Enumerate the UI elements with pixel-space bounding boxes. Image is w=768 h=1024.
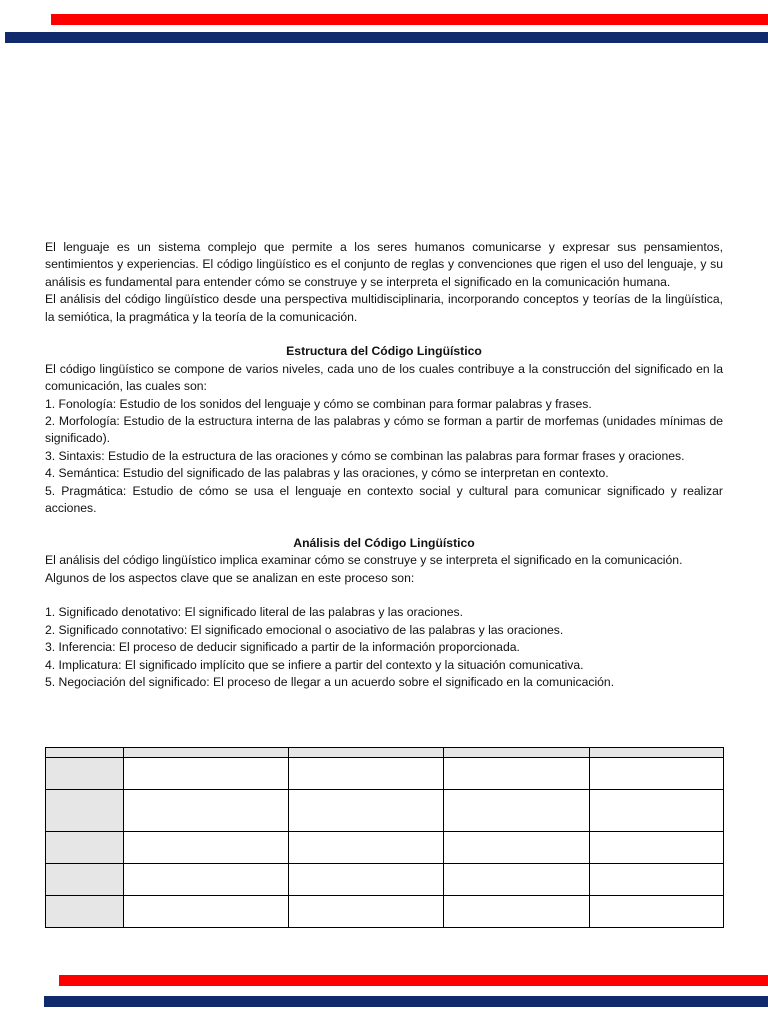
table-cell — [46, 832, 124, 864]
table-cell — [289, 864, 444, 896]
top-navy-stripe — [5, 32, 768, 43]
list-item: 3. Inferencia: El proceso de deducir significado a partir de la información proporcionada. — [45, 640, 520, 655]
empty-table — [45, 747, 724, 928]
bottom-red-stripe — [59, 975, 768, 986]
table-cell — [46, 748, 124, 758]
document-body — [45, 239, 723, 692]
table-row — [46, 758, 724, 790]
table-header-row — [46, 748, 724, 758]
table-cell — [124, 832, 289, 864]
table-cell — [444, 748, 590, 758]
list-item: 1. Fonología: Estudio de los sonidos del lenguaje y cómo se combinan para formar palabras y frases. — [45, 396, 592, 411]
table-cell — [289, 896, 444, 928]
section-intro-analysis: El análisis del código lingüístico implica examinar cómo se construye y se interpreta el significado en la comunicación. Algunos de los aspectos clave que se analizan en este proceso son: — [45, 553, 683, 585]
list-item: 2. Significado connotativo: El significado emocional o asociativo de las palabras y las oraciones. — [45, 622, 564, 637]
bottom-navy-stripe — [44, 996, 768, 1007]
table-cell — [289, 758, 444, 790]
table-cell — [590, 864, 724, 896]
table-cell — [590, 758, 724, 790]
table-row — [46, 864, 724, 896]
section-heading-analysis: Análisis del Código Lingüístico — [293, 535, 475, 550]
table-cell — [124, 790, 289, 832]
table-cell — [124, 896, 289, 928]
intro-paragraph-1: El lenguaje es un sistema complejo que permite a los seres humanos comunicarse y expresar sus pensamientos, sentimientos y experiencias. El código lingüístico es el conjunto de reglas y convenciones que rigen el uso del lenguaje, y su análisis es fundamental para entender cómo se construye y se interpreta el significado en la comunicación humana. — [45, 240, 723, 289]
table-row — [46, 832, 724, 864]
table-cell — [124, 758, 289, 790]
section-intro-structure: El código lingüístico se compone de varios niveles, cada uno de los cuales contribuye a la construcción del significado en la comunicación, las cuales son: — [45, 361, 723, 394]
table-cell — [46, 758, 124, 790]
list-item: 5. Negociación del significado: El proceso de llegar a un acuerdo sobre el significado en la comunicación. — [45, 675, 615, 690]
table-cell — [46, 790, 124, 832]
table-cell — [590, 896, 724, 928]
table-cell — [590, 748, 724, 758]
table-cell — [289, 832, 444, 864]
table-cell — [289, 748, 444, 758]
table-row — [46, 896, 724, 928]
table-cell — [444, 832, 590, 864]
table-cell — [444, 790, 590, 832]
list-item: 4. Implicatura: El significado implícito que se infiere a partir del contexto y la situación comunicativa. — [45, 657, 584, 672]
list-item: 1. Significado denotativo: El significado literal de las palabras y las oraciones. — [45, 605, 463, 620]
table-cell — [46, 896, 124, 928]
table-cell — [124, 864, 289, 896]
table-cell — [590, 832, 724, 864]
list-item: 3. Sintaxis: Estudio de la estructura de las oraciones y cómo se combinan las palabras para formar frases y oraciones. — [45, 448, 685, 463]
list-item: 2. Morfología: Estudio de la estructura interna de las palabras y cómo se forman a partir de morfemas (unidades mínimas de significado). — [45, 414, 723, 446]
table-cell — [590, 790, 724, 832]
list-item: 4. Semántica: Estudio del significado de las palabras y las oraciones, y cómo se interpretan en contexto. — [45, 466, 609, 481]
table-cell — [124, 748, 289, 758]
table-cell — [444, 758, 590, 790]
section-heading-structure: Estructura del Código Lingüístico — [286, 344, 482, 359]
list-item: 5. Pragmática: Estudio de cómo se usa el lenguaje en contexto social y cultural para comunicar significado y realizar acciones. — [45, 483, 723, 516]
table-row — [46, 790, 724, 832]
intro-paragraph-2: El análisis del código lingüístico desde una perspectiva multidisciplinaria, incorporando conceptos y teorías de la lingüística, la semiótica, la pragmática y la teoría de la comunicación. — [45, 292, 723, 324]
table-cell — [46, 864, 124, 896]
table-cell — [444, 864, 590, 896]
top-red-stripe — [51, 14, 768, 25]
table-cell — [289, 790, 444, 832]
table-cell — [444, 896, 590, 928]
